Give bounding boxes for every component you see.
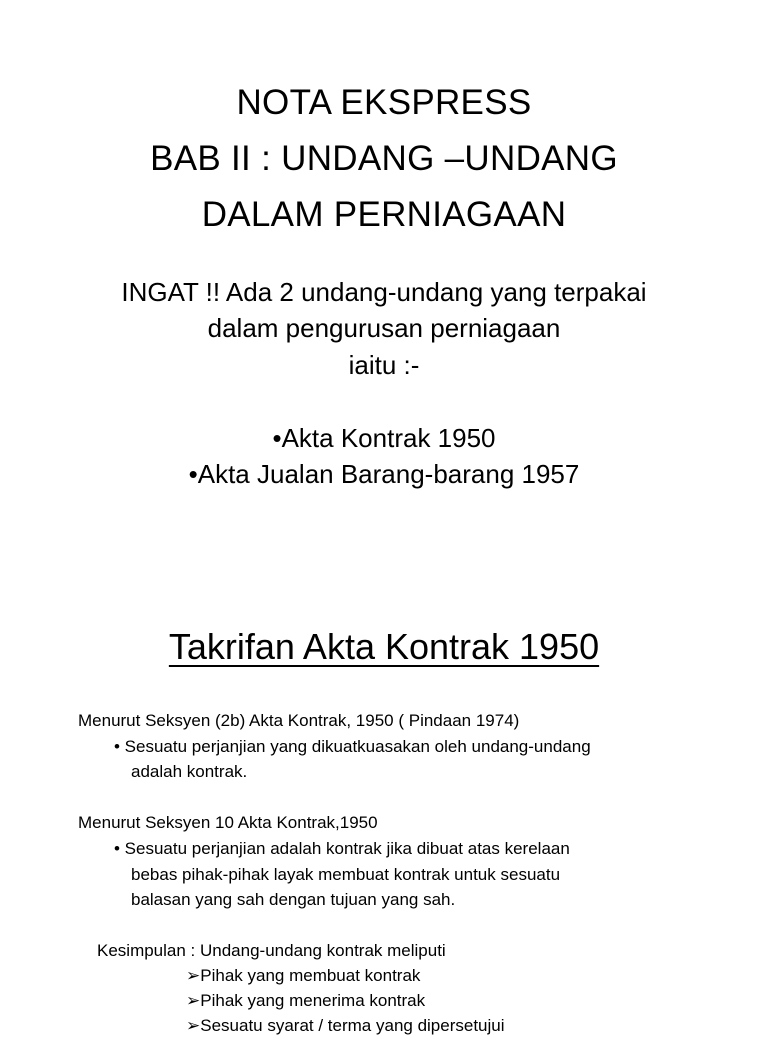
slide-1-title-line-1: NOTA EKSPRESS bbox=[236, 83, 532, 122]
slide-1-title-line-3: DALAM PERNIAGAAN bbox=[201, 195, 567, 234]
intro-line-3: iaitu :- bbox=[348, 350, 420, 380]
bullet-akta-jualan: •Akta Jualan Barang-barang 1957 bbox=[188, 459, 580, 489]
section-2-bullet-line-2: bebas pihak-pihak layak membuat kontrak untuk sesuatu bbox=[131, 865, 561, 884]
section-2-heading: Menurut Seksyen 10 Akta Kontrak,1950 bbox=[78, 813, 378, 832]
slide-1-title-line-2: BAB II : UNDANG –UNDANG bbox=[150, 139, 618, 178]
intro-line-1: INGAT !! Ada 2 undang-undang yang terpakai bbox=[121, 277, 647, 307]
bullet-akta-kontrak: •Akta Kontrak 1950 bbox=[272, 423, 496, 453]
conclusion-item-1: ➢Pihak yang membuat kontrak bbox=[186, 966, 421, 985]
section-2-bullet-line-3: balasan yang sah dengan tujuan yang sah. bbox=[131, 890, 456, 909]
section-1-bullet-line-2: adalah kontrak. bbox=[131, 762, 248, 781]
section-2-bullet-line-1: • Sesuatu perjanjian adalah kontrak jika dibuat atas kerelaan bbox=[114, 839, 570, 858]
conclusion-item-3: ➢Sesuatu syarat / terma yang dipersetujui bbox=[186, 1016, 505, 1035]
section-1-heading: Menurut Seksyen (2b) Akta Kontrak, 1950 ( Pindaan 1974) bbox=[78, 711, 520, 730]
slide-2-title bbox=[0, 622, 768, 672]
conclusion-item-2: ➢Pihak yang menerima kontrak bbox=[186, 991, 426, 1010]
section-1-bullet-line-1: • Sesuatu perjanjian yang dikuatkuasakan oleh undang-undang bbox=[114, 737, 591, 756]
intro-line-2: dalam pengurusan perniagaan bbox=[207, 313, 561, 343]
slide-2-title-text: Takrifan Akta Kontrak 1950 bbox=[168, 626, 600, 667]
conclusion-heading: Kesimpulan : Undang-undang kontrak meliputi bbox=[97, 941, 446, 960]
